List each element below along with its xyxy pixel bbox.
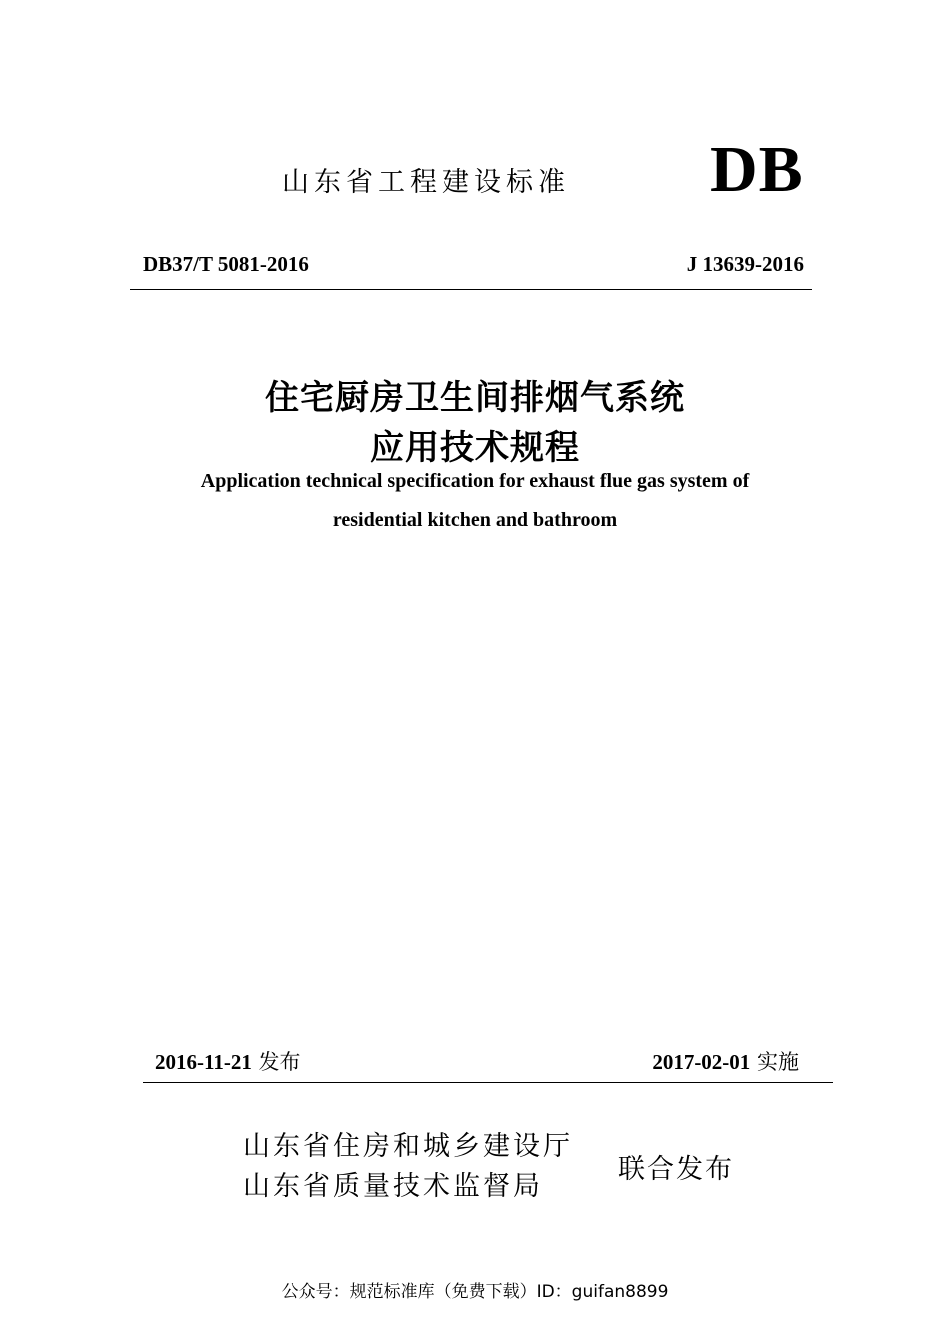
english-title-line-1: Application technical specification for exhaust flue gas system of [200, 470, 750, 492]
issuer-housing-department: 山东省住房和城乡建设厅 [243, 1131, 573, 1162]
issuer-quality-bureau: 山东省质量技术监督局 [243, 1171, 543, 1202]
release-label: 发布 [251, 1050, 301, 1074]
header-divider [130, 289, 812, 290]
effective-date: 2017-02-01 [652, 1050, 751, 1074]
document-title-line-2: 应用技术规程 [370, 428, 580, 468]
english-title-line-2: residential kitchen and bathroom [332, 509, 618, 531]
provincial-standard-label: 山东省工程建设标准 [282, 167, 570, 198]
effective-date-block [652, 1046, 799, 1076]
date-divider [143, 1082, 833, 1083]
db-mark: DB [710, 133, 804, 206]
document-title-line-1: 住宅厨房卫生间排烟气系统 [265, 378, 685, 418]
joint-issue-label: 联合发布 [618, 1154, 734, 1185]
standard-number: DB37/T 5081-2016 [143, 252, 309, 276]
release-date: 2016-11-21 [155, 1050, 252, 1074]
footer-watermark-note: 公众号：规范标准库（免费下载）ID：guifan8899 [281, 1282, 669, 1302]
record-number: J 13639-2016 [686, 252, 804, 276]
effective-label: 实施 [750, 1050, 799, 1074]
release-date-block [155, 1046, 301, 1076]
